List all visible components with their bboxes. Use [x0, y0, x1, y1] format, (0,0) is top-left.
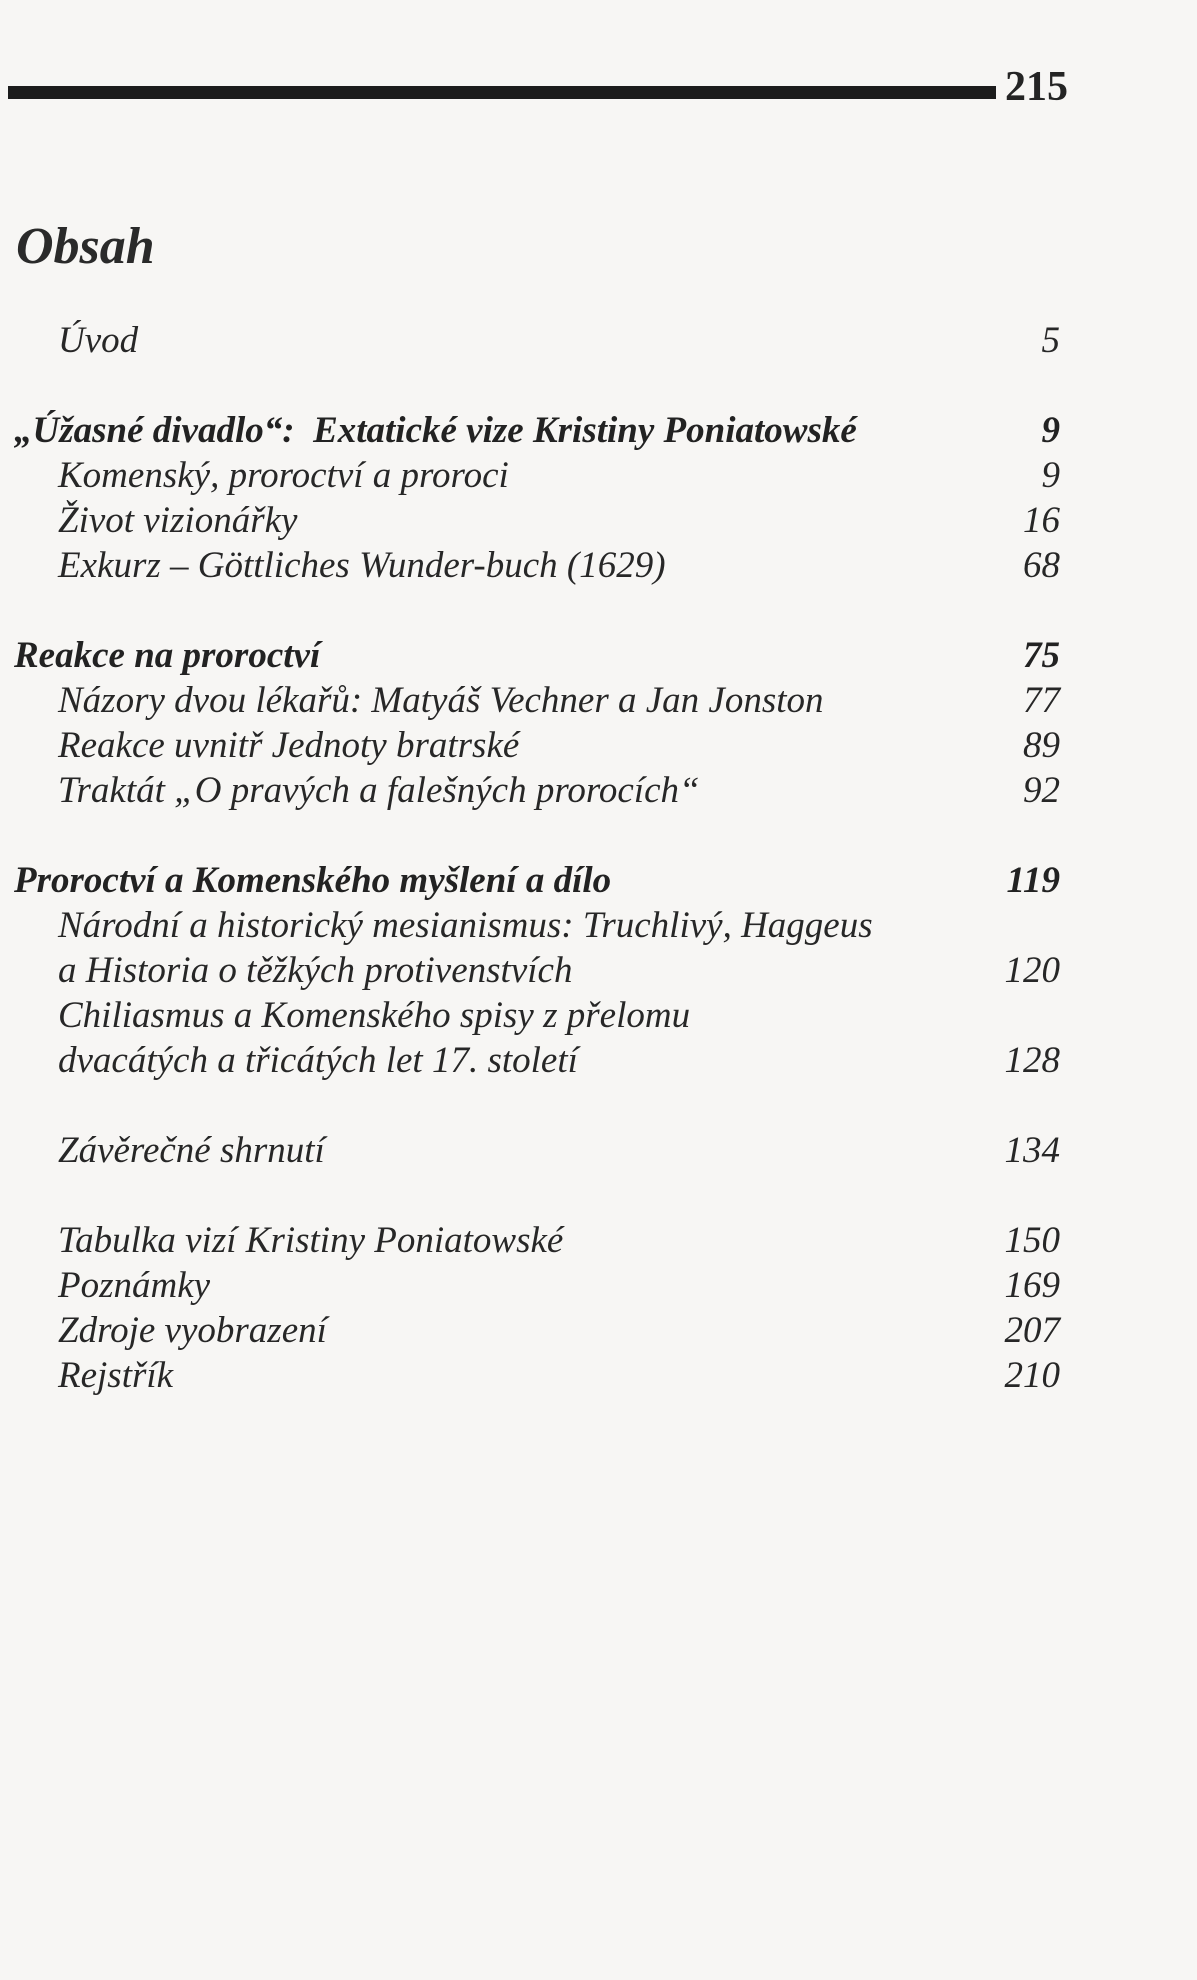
toc-entry-label: Exkurz – Göttliches Wunder-buch (1629) — [58, 545, 666, 586]
toc-row — [14, 1218, 1060, 1263]
toc-row — [14, 1353, 1060, 1398]
toc-entry-page: 210 — [1004, 1355, 1060, 1396]
toc-row — [14, 543, 1060, 588]
toc-row — [14, 1308, 1060, 1353]
toc-row — [14, 903, 1060, 948]
toc-row — [14, 768, 1060, 813]
toc-entry-label: Traktát „O pravých a falešných prorocích“ — [58, 770, 700, 811]
toc-entry-label: Tabulka vizí Kristiny Poniatowské — [58, 1220, 564, 1261]
toc-entry-page: 207 — [1004, 1310, 1060, 1351]
toc-row — [14, 1263, 1060, 1308]
toc-entry-label: „Úžasné divadlo“: Extatické vize Kristiny Poniatowské — [14, 410, 857, 451]
toc-row — [14, 633, 1060, 678]
toc-entry-page: 169 — [1004, 1265, 1060, 1306]
toc-entry-page: 134 — [1004, 1130, 1060, 1171]
toc-entry-label: Proroctví a Komenského myšlení a dílo — [14, 860, 612, 901]
toc-entry-page: 77 — [1023, 680, 1060, 721]
header-rule — [8, 86, 996, 99]
toc-entry-label: Reakce uvnitř Jednoty bratrské — [58, 725, 520, 766]
toc-entry-label: Zdroje vyobrazení — [58, 1310, 327, 1351]
toc-entry-page: 119 — [1006, 860, 1060, 901]
toc-entry-label: Úvod — [58, 320, 139, 361]
page-title: Obsah — [16, 217, 155, 275]
table-of-contents — [14, 318, 1060, 1398]
toc-entry-label: Poznámky — [58, 1265, 211, 1306]
toc-row — [14, 453, 1060, 498]
toc-entry-label: Chiliasmus a Komenského spisy z přelomu — [58, 995, 691, 1036]
toc-entry-page: 120 — [1004, 950, 1060, 991]
toc-entry-page: 16 — [1023, 500, 1060, 541]
toc-row — [14, 723, 1060, 768]
toc-entry-page: 9 — [1041, 455, 1060, 496]
toc-row — [14, 498, 1060, 543]
toc-row — [14, 1038, 1060, 1083]
toc-entry-label: Reakce na proroctví — [14, 635, 321, 676]
toc-entry-label: Názory dvou lékařů: Matyáš Vechner a Jan Jonston — [58, 680, 824, 721]
toc-entry-page: 75 — [1023, 635, 1060, 676]
toc-entry-label: Národní a historický mesianismus: Truchlivý, Haggeus — [58, 905, 873, 946]
toc-entry-label: dvacátých a třicátých let 17. století — [58, 1040, 578, 1081]
toc-entry-page: 92 — [1023, 770, 1060, 811]
toc-row — [14, 858, 1060, 903]
toc-row — [14, 678, 1060, 723]
toc-entry-page: 89 — [1023, 725, 1060, 766]
toc-entry-label: Rejstřík — [58, 1355, 174, 1396]
toc-entry-page: 9 — [1041, 410, 1060, 451]
toc-row — [14, 1128, 1060, 1173]
toc-entry-page: 150 — [1004, 1220, 1060, 1261]
toc-row — [14, 408, 1060, 453]
toc-entry-label: Závěrečné shrnutí — [58, 1130, 325, 1171]
toc-entry-page: 68 — [1023, 545, 1060, 586]
toc-entry-label: Komenský, proroctví a proroci — [58, 455, 509, 496]
toc-row — [14, 993, 1060, 1038]
toc-entry-label: a Historia o těžkých protivenstvích — [58, 950, 573, 991]
toc-row — [14, 318, 1060, 363]
toc-entry-page: 5 — [1041, 320, 1060, 361]
toc-entry-page: 128 — [1004, 1040, 1060, 1081]
toc-entry-label: Život vizionářky — [58, 500, 298, 541]
page-number: 215 — [1005, 64, 1068, 110]
toc-row — [14, 948, 1060, 993]
